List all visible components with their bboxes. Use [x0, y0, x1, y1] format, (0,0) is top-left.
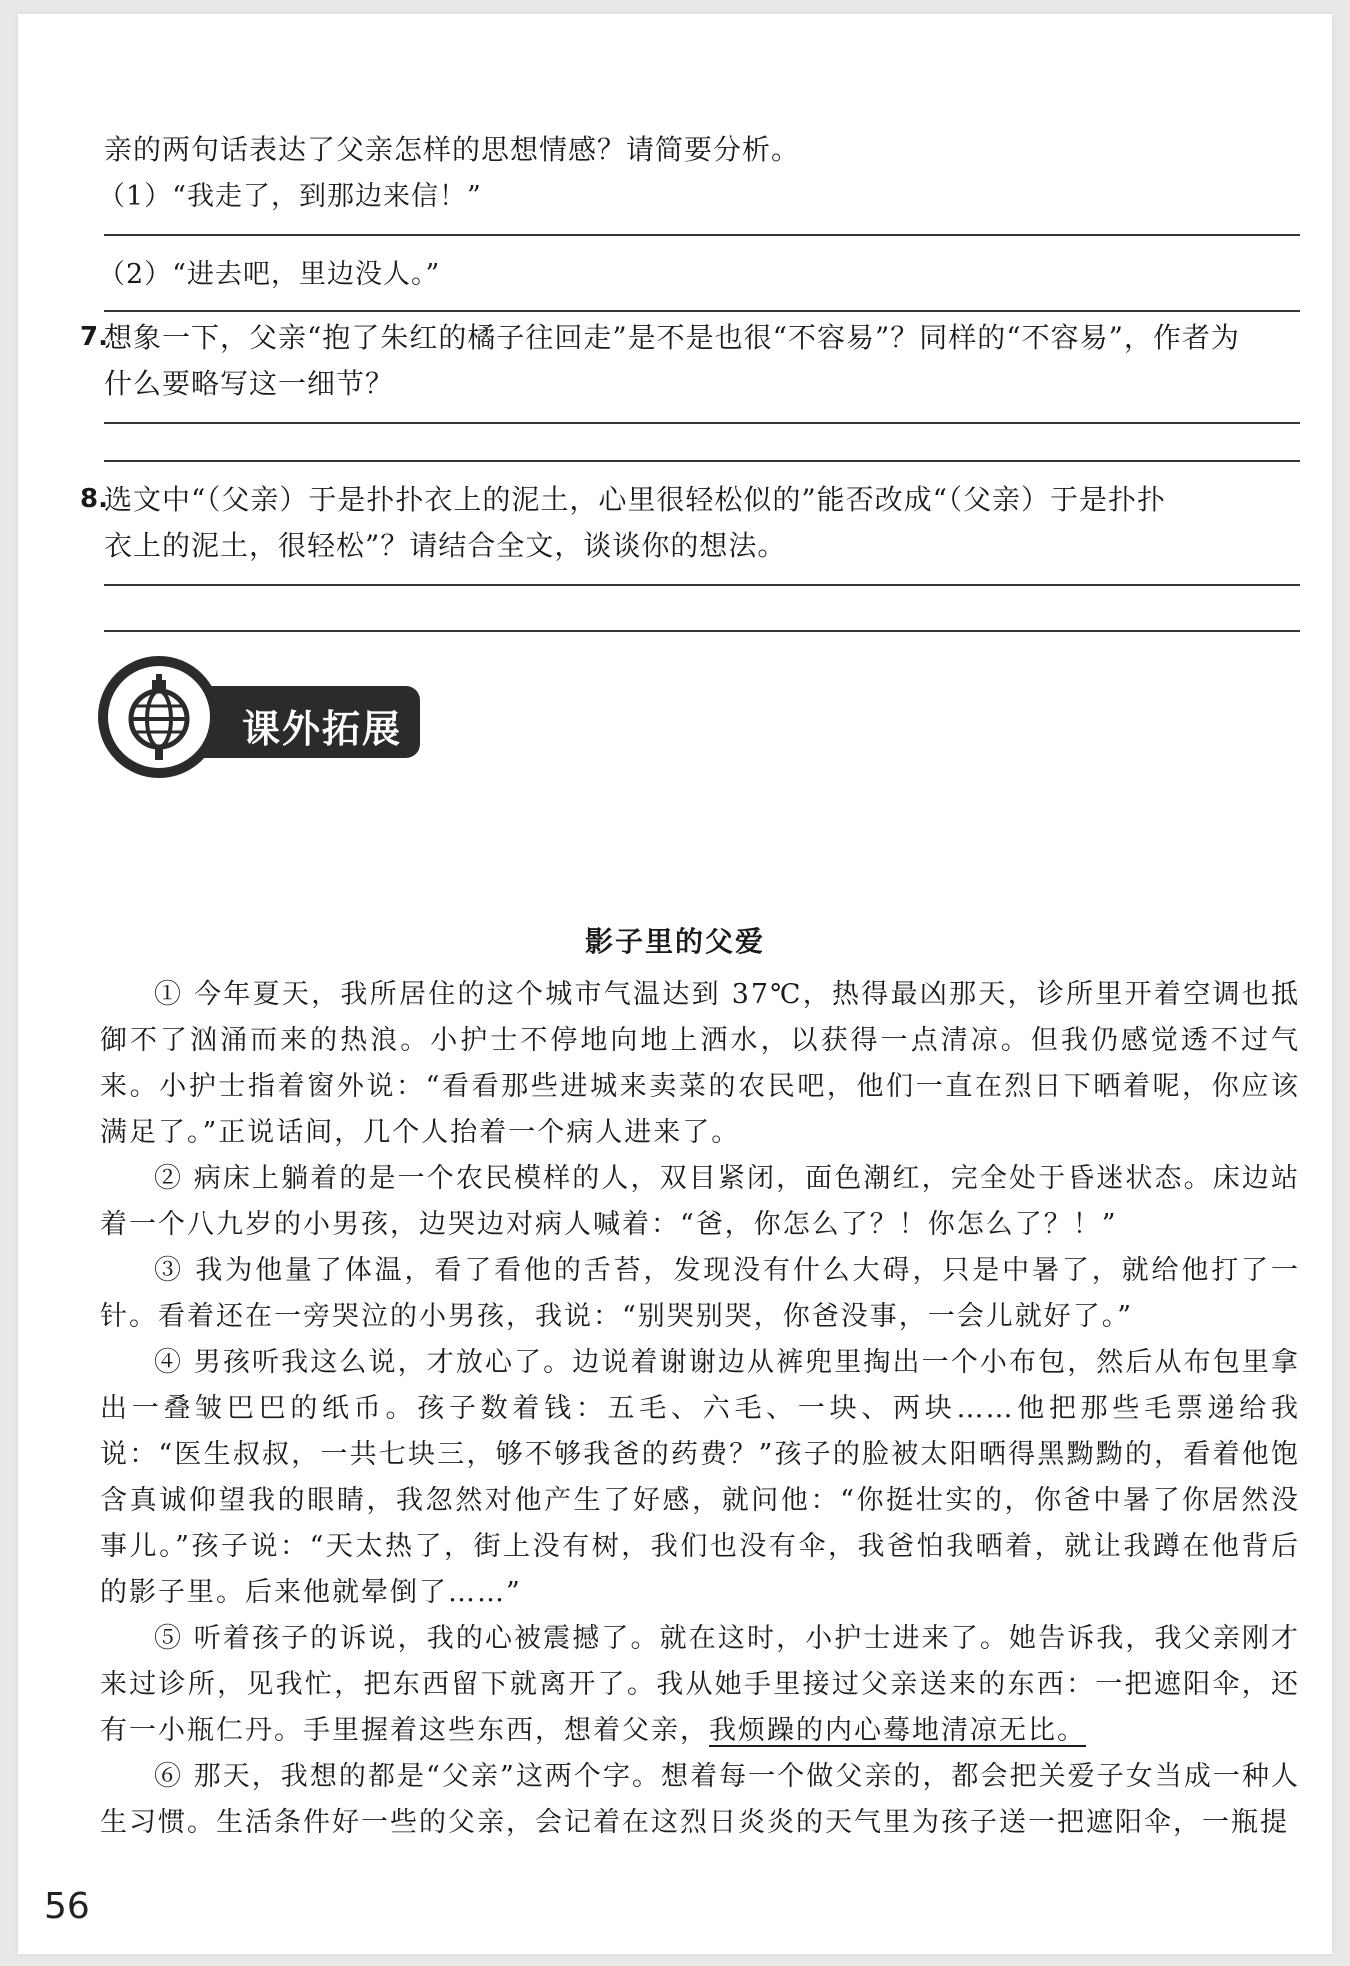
- question-7-number: 7.: [80, 322, 108, 352]
- answer-line[interactable]: [104, 310, 1300, 312]
- answer-line[interactable]: [104, 584, 1300, 586]
- answer-line[interactable]: [104, 630, 1300, 632]
- page-number: 56: [44, 1886, 90, 1927]
- question-8-number: 8.: [80, 484, 108, 514]
- question-7-line-1: 想象一下，父亲“抱了朱红的橘子往回走”是不是也很“不容易”？同样的“不容易”，作者为: [104, 321, 1240, 354]
- question-6-tail: 亲的两句话表达了父亲怎样的思想情感？请简要分析。: [104, 133, 801, 166]
- question-6-sub-2: （2）“进去吧，里边没人。”: [98, 259, 441, 290]
- answer-line[interactable]: [104, 234, 1300, 236]
- story-paragraph-1: ① 今年夏天，我所居住的这个城市气温达到 37℃，热得最凶那天，诊所里开着空调也抵御不了汹涌而来的热浪。小护士不停地向地上洒水，以获得一点清凉。但我仍感觉透不过气来。小护士指着窗外说：“看看那些进城来卖菜的农民吧，他们一直在烈日下晒着呢，你应该满足了。”正说话间，几个人抬着一个病人进来了。: [100, 979, 1300, 1148]
- answer-line[interactable]: [104, 460, 1300, 462]
- story-paragraph-5: [100, 1616, 1300, 1754]
- question-8-line-1: 选文中“（父亲）于是扑扑衣上的泥土，心里很轻松似的”能否改成“（父亲）于是扑扑: [104, 483, 1166, 516]
- story-paragraph-2: ② 病床上躺着的是一个农民模样的人，双目紧闭，面色潮红，完全处于昏迷状态。床边站着一个八九岁的小男孩，边哭边对病人喊着：“爸，你怎么了？！你怎么了？！”: [100, 1163, 1300, 1240]
- story-body: [100, 972, 1300, 1846]
- question-7-line-2: 什么要略写这一细节？: [104, 367, 395, 400]
- story-title: 影子里的父爱: [584, 925, 765, 958]
- globe-icon: [108, 666, 210, 768]
- story-paragraph-5-text: ⑤ 听着孩子的诉说，我的心被震撼了。就在这时，小护士进来了。她告诉我，我父亲刚才来过诊所，见我忙，把东西留下就离开了。我从她手里接过父亲送来的东西：一把遮阳伞，还有一小瓶仁丹。手里握着这些东西，想着父亲，: [100, 1623, 1300, 1746]
- section-badge: [98, 656, 428, 790]
- question-6-sub-1: （1）“我走了，到那边来信！”: [98, 181, 482, 212]
- section-badge-circle: [98, 656, 220, 778]
- question-8-line-2: 衣上的泥土，很轻松”？请结合全文，谈谈你的想法。: [104, 529, 787, 562]
- answer-line[interactable]: [104, 422, 1300, 424]
- underlined-sentence: 我烦躁的内心蓦地清凉无比。: [709, 1715, 1086, 1746]
- workbook-page: [18, 14, 1332, 1954]
- section-badge-label: 课外拓展: [242, 707, 403, 751]
- story-paragraph-4: ④ 男孩听我这么说，才放心了。边说着谢谢边从裤兜里掏出一个小布包，然后从布包里拿出一叠皱巴巴的纸币。孩子数着钱：五毛、六毛、一块、两块……他把那些毛票递给我说：“医生叔叔，一共七块三，够不够我爸的药费？”孩子的脸被太阳晒得黑黝黝的，看着他饱含真诚仰望我的眼睛，我忽然对他产生了好感，就问他：“你挺壮实的，你爸中暑了你居然没事儿。”孩子说：“天太热了，街上没有树，我们也没有伞，我爸怕我晒着，就让我蹲在他背后的影子里。后来他就晕倒了……”: [100, 1347, 1300, 1608]
- story-paragraph-6: ⑥ 那天，我想的都是“父亲”这两个字。想着每一个做父亲的，都会把关爱子女当成一种人生习惯。生活条件好一些的父亲，会记着在这烈日炎炎的天气里为孩子送一把遮阳伞，一瓶提: [100, 1761, 1300, 1838]
- story-paragraph-3: ③ 我为他量了体温，看了看他的舌苔，发现没有什么大碍，只是中暑了，就给他打了一针。看着还在一旁哭泣的小男孩，我说：“别哭别哭，你爸没事，一会儿就好了。”: [100, 1255, 1300, 1332]
